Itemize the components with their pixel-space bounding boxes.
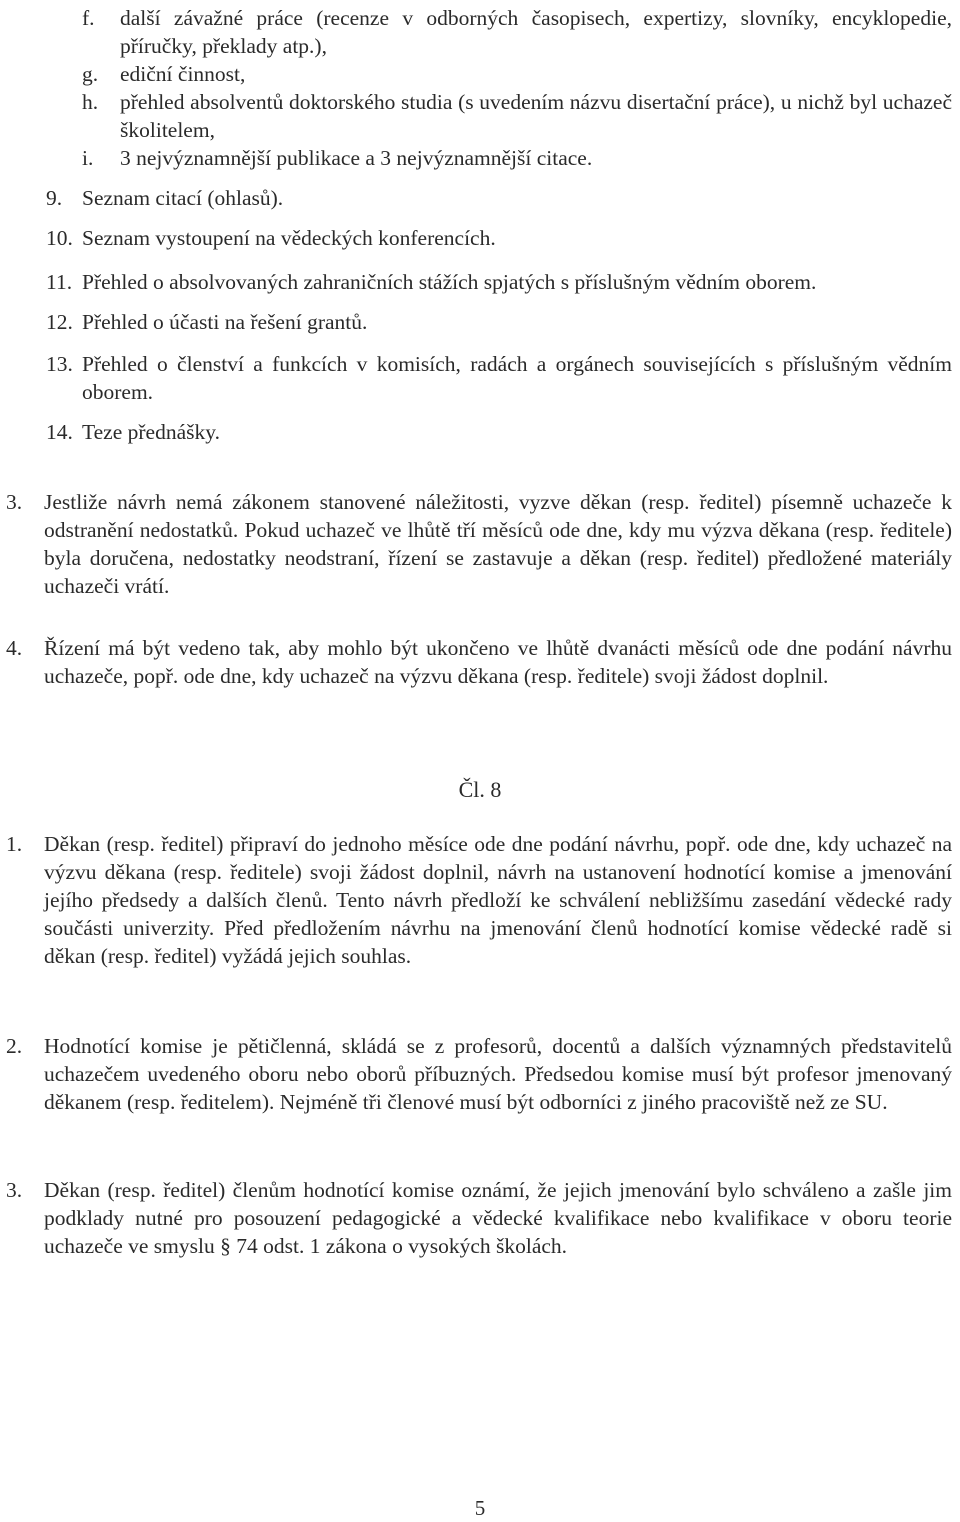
paragraph-text: Řízení má být vedeno tak, aby mohlo být ukončeno ve lhůtě dvanácti měsíců ode dne podání návrhu uchazeče, popř. ode dne, kdy uchazeč na výzvu děkana (resp. ředitele) svoji žádost doplnil. bbox=[44, 636, 952, 688]
list-item-h bbox=[82, 88, 952, 144]
list-item-f bbox=[82, 4, 952, 60]
list-item-14 bbox=[46, 418, 952, 446]
list-item-text: Přehled o absolvovaných zahraničních stážích spjatých s příslušným vědním oborem. bbox=[82, 270, 817, 294]
list-marker: i. bbox=[82, 146, 94, 170]
paragraph-marker: 1. bbox=[6, 832, 23, 856]
article-paragraph-1 bbox=[6, 830, 952, 970]
paragraph-marker: 3. bbox=[6, 1178, 23, 1202]
paragraph-marker: 4. bbox=[6, 636, 23, 660]
list-item-g bbox=[82, 60, 952, 88]
list-item-text: Přehled o účasti na řešení grantů. bbox=[82, 310, 368, 334]
article-paragraph-2 bbox=[6, 1032, 952, 1116]
paragraph-text: Děkan (resp. ředitel) členům hodnotící komise oznámí, že jejich jmenování bylo schváleno a zašle jim podklady nutné pro posouzení pedagogické a vědecké kvalifikace nebo kvalifikace v oboru teorie uchazeče ve smyslu § 74 odst. 1 zákona o vysokých školách. bbox=[44, 1178, 952, 1258]
paragraph-marker: 2. bbox=[6, 1034, 23, 1058]
page-number: 5 bbox=[474, 1496, 486, 1520]
list-item-11 bbox=[46, 268, 952, 296]
list-marker: 10. bbox=[46, 226, 73, 250]
article-heading: Čl. 8 bbox=[458, 777, 502, 802]
list-item-text: Teze přednášky. bbox=[82, 420, 220, 444]
list-item-text: Seznam citací (ohlasů). bbox=[82, 186, 284, 210]
list-item-9 bbox=[46, 184, 952, 212]
list-item-12 bbox=[46, 308, 952, 336]
list-item-text: Přehled o členství a funkcích v komisích, radách a orgánech souvisejících s příslušným vědním oborem. bbox=[82, 352, 952, 404]
paragraph-3 bbox=[6, 488, 952, 600]
paragraph-4 bbox=[6, 634, 952, 690]
paragraph-text: Jestliže návrh nemá zákonem stanovené náležitosti, vyzve děkan (resp. ředitel) písemně uchazeče k odstranění nedostatků. Pokud uchazeč ve lhůtě tří měsíců ode dne, kdy mu výzva děkana (resp. ředitele) byla doručena, nedostatky neodstraní, řízení se zastavuje a děkan (resp. ředitel) předložené materiály uchazeči vrátí. bbox=[44, 490, 952, 598]
list-item-10 bbox=[46, 224, 952, 252]
list-marker: f. bbox=[82, 6, 95, 30]
list-item-13 bbox=[46, 350, 952, 406]
list-item-text: 3 nejvýznamnější publikace a 3 nejvýznamnější citace. bbox=[120, 146, 593, 170]
list-item-text: ediční činnost, bbox=[120, 62, 246, 86]
list-marker: 12. bbox=[46, 310, 73, 334]
list-item-text: další závažné práce (recenze v odborných časopisech, expertizy, slovníky, encyklopedie, příručky, překlady atp.), bbox=[120, 6, 952, 58]
list-marker: g. bbox=[82, 62, 99, 86]
list-marker: 14. bbox=[46, 420, 73, 444]
list-item-text: přehled absolventů doktorského studia (s uvedením názvu disertační práce), u nichž byl uchazeč školitelem, bbox=[120, 90, 952, 142]
paragraph-text: Hodnotící komise je pětičlenná, skládá se z profesorů, docentů a dalších významných představitelů uchazečem uvedeného oboru nebo oborů příbuzných. Předsedou komise musí být profesor jmenovaný děkanem (resp. ředitelem). Nejméně tři členové musí být odborníci z jiného pracoviště než ze SU. bbox=[44, 1034, 952, 1114]
list-marker: h. bbox=[82, 90, 99, 114]
article-paragraph-3 bbox=[6, 1176, 952, 1260]
list-marker: 9. bbox=[46, 186, 63, 210]
list-item-text: Seznam vystoupení na vědeckých konferencích. bbox=[82, 226, 496, 250]
list-item-i bbox=[82, 144, 952, 172]
paragraph-text: Děkan (resp. ředitel) připraví do jednoho měsíce ode dne podání návrhu, popř. ode dne, kdy uchazeč na výzvu děkana (resp. ředitele) svoji žádost doplnil, návrh na ustanovení hodnotící komise a jmenování jejího předsedy a dalších členů. Tento návrh předloží ke schválení nebližšímu zasedání vědecké rady součásti univerzity. Před předložením návrhu na jmenování členů hodnotící komise vědecké radě si děkan (resp. ředitel) vyžádá jejich souhlas. bbox=[44, 832, 952, 968]
paragraph-marker: 3. bbox=[6, 490, 23, 514]
list-marker: 11. bbox=[46, 270, 73, 294]
list-marker: 13. bbox=[46, 352, 73, 376]
